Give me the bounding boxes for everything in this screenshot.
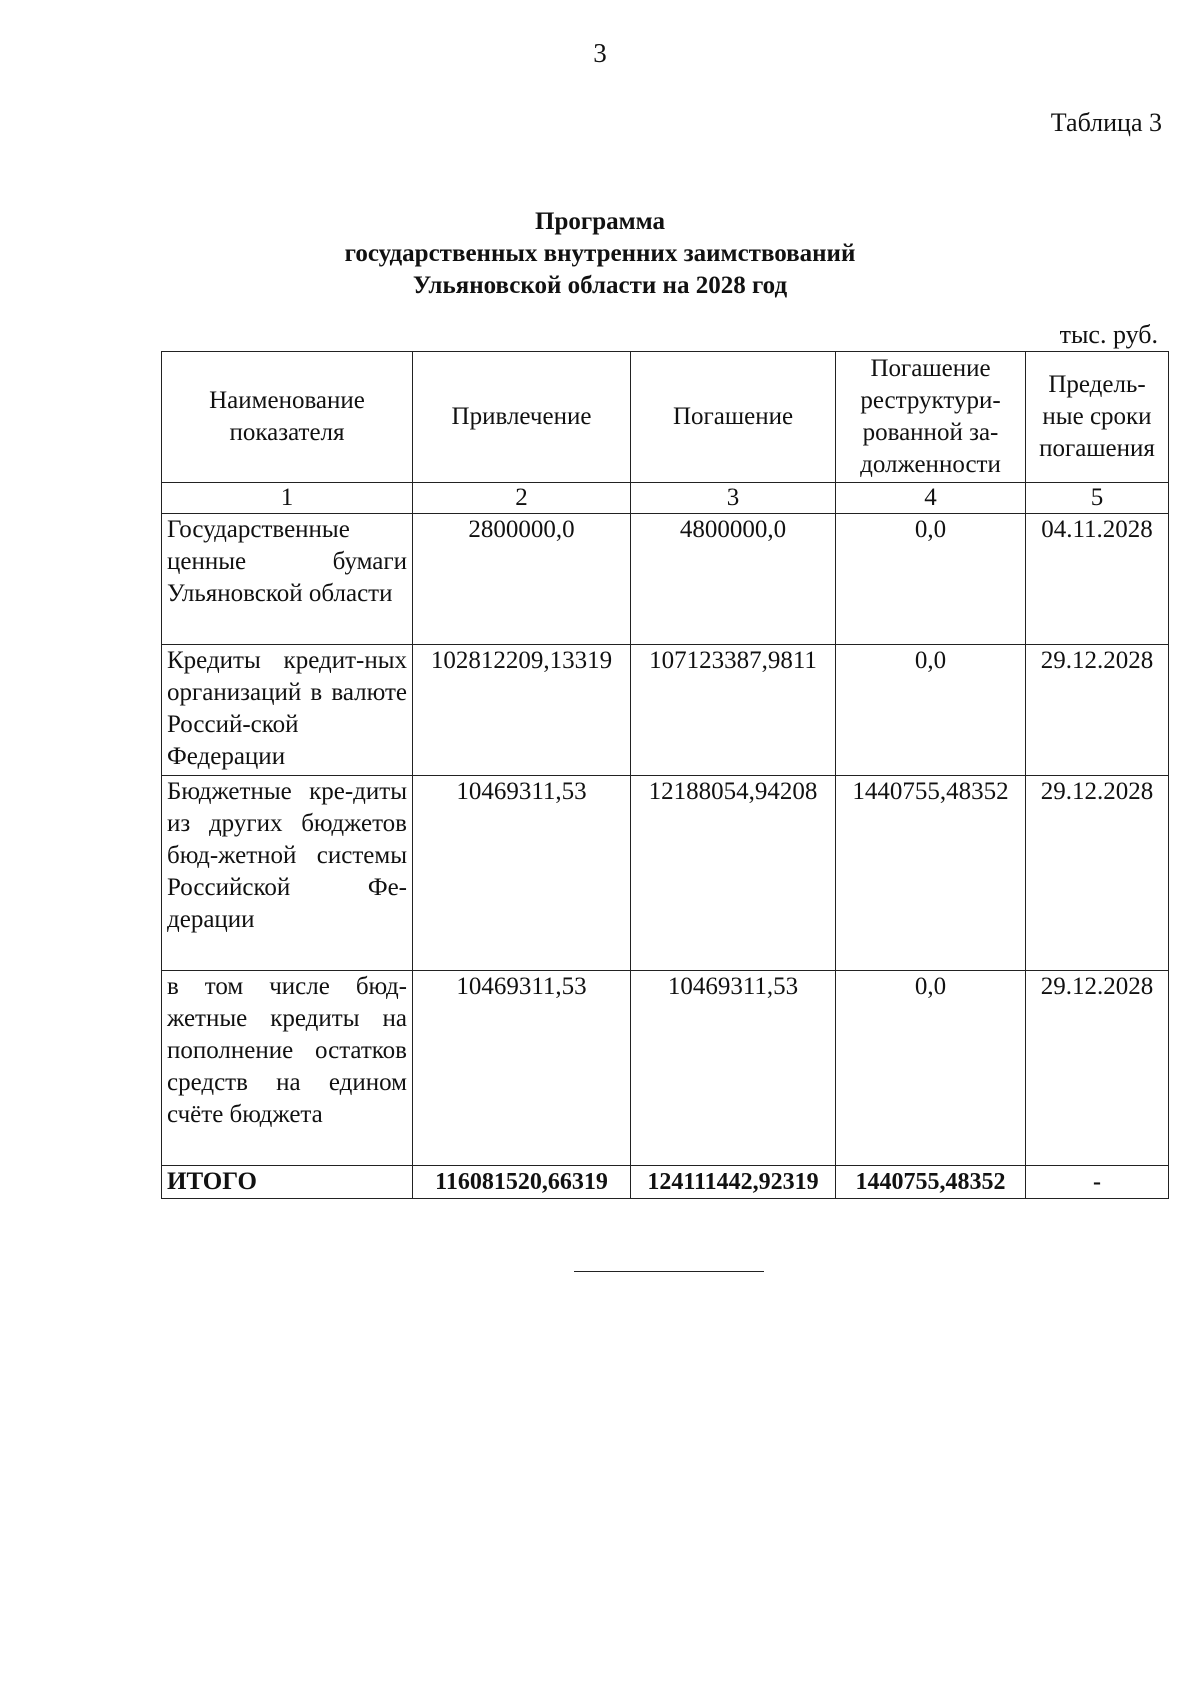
header-indicator-name: Наименование показателя — [162, 352, 413, 483]
column-number: 4 — [836, 483, 1026, 514]
column-number: 1 — [162, 483, 413, 514]
row-restructured: 0,0 — [836, 971, 1026, 1166]
row-restructured: 0,0 — [836, 514, 1026, 645]
row-restructured: 0,0 — [836, 645, 1026, 776]
row-deadline: 29.12.2028 — [1026, 645, 1169, 776]
row-name: в том числе бюд-жетные кредиты на пополнение остатков средств на едином счёте бюджета — [162, 971, 413, 1166]
row-repayment: 12188054,94208 — [631, 776, 836, 971]
row-name: Бюджетные кре-диты из других бюджетов бюд-жетной системы Российской Фе-дерации — [162, 776, 413, 971]
table-label: Таблица 3 — [1050, 108, 1162, 137]
row-attraction: 10469311,53 — [413, 971, 631, 1166]
total-row — [162, 1166, 1169, 1199]
table-row — [162, 645, 1169, 776]
row-repayment: 107123387,9811 — [631, 645, 836, 776]
title-line-1: Программа — [535, 208, 665, 235]
units-label: тыс. руб. — [1059, 320, 1158, 349]
page-number: 3 — [593, 38, 607, 68]
row-restructured: 1440755,48352 — [836, 776, 1026, 971]
total-restructured: 1440755,48352 — [836, 1166, 1026, 1199]
row-attraction: 10469311,53 — [413, 776, 631, 971]
document-title — [0, 206, 1200, 302]
row-repayment: 10469311,53 — [631, 971, 836, 1166]
row-name: Государственные ценные бумаги Ульяновской области — [162, 514, 413, 645]
header-attraction: Привлечение — [413, 352, 631, 483]
header-repayment: Погашение — [631, 352, 836, 483]
column-number: 3 — [631, 483, 836, 514]
column-number: 2 — [413, 483, 631, 514]
row-attraction: 102812209,13319 — [413, 645, 631, 776]
header-restructured-repayment: Погашение реструктури-рованной за-долженности — [836, 352, 1026, 483]
row-deadline: 29.12.2028 — [1026, 776, 1169, 971]
total-attraction: 116081520,66319 — [413, 1166, 631, 1199]
table-header-row — [162, 352, 1169, 483]
total-label: ИТОГО — [162, 1166, 413, 1199]
header-repayment-deadline: Предель-ные сроки погашения — [1026, 352, 1169, 483]
table-row — [162, 514, 1169, 645]
borrowings-table — [161, 351, 1169, 1199]
column-number-row — [162, 483, 1169, 514]
end-rule — [574, 1271, 764, 1272]
table-row — [162, 776, 1169, 971]
row-attraction: 2800000,0 — [413, 514, 631, 645]
column-number: 5 — [1026, 483, 1169, 514]
total-repayment: 124111442,92319 — [631, 1166, 836, 1199]
row-deadline: 04.11.2028 — [1026, 514, 1169, 645]
row-deadline: 29.12.2028 — [1026, 971, 1169, 1166]
table-row — [162, 971, 1169, 1166]
row-name: Кредиты кредит-ных организаций в валюте Россий-ской Федерации — [162, 645, 413, 776]
title-line-3: Ульяновской области на 2028 год — [412, 272, 788, 299]
total-deadline: - — [1026, 1166, 1169, 1199]
row-repayment: 4800000,0 — [631, 514, 836, 645]
title-line-2: государственных внутренних заимствований — [344, 240, 856, 267]
